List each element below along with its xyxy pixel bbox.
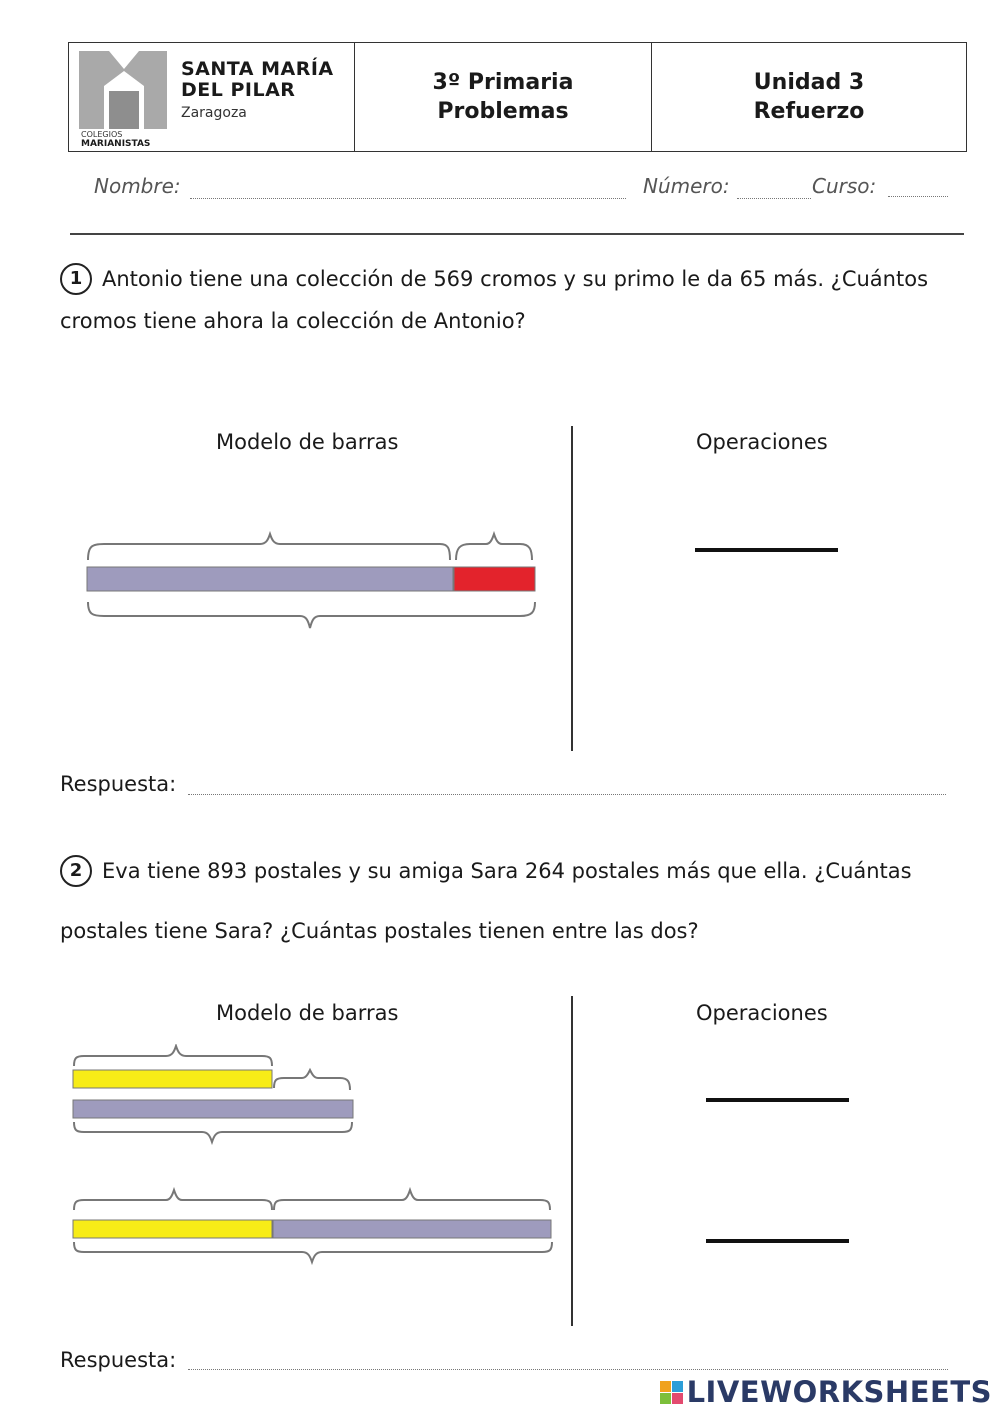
problem2-number-badge: 2 [60, 855, 92, 887]
problem1-top-brace-b [456, 534, 532, 560]
school-tag-line1: COLEGIOS [81, 130, 123, 139]
school-name: SANTA MARÍA DEL PILAR [181, 58, 334, 101]
problem2-text-line1: Eva tiene 893 postales y su amiga Sara 264 postales más que ella. ¿Cuántas [102, 859, 912, 883]
problem1-answer-label: Respuesta: [60, 772, 177, 796]
liveworksheets-logo-icon [660, 1381, 683, 1404]
problem2-comparison-bar-purple [73, 1100, 353, 1118]
problem2-text-line2: postales tiene Sara? ¿Cuántas postales tienen entre las dos? [60, 919, 699, 943]
school-tag-line2: MARIANISTAS [81, 139, 151, 149]
problem2-bar-model-total [66, 1186, 566, 1268]
problem2-bar-model-label: Modelo de barras [216, 1001, 399, 1025]
problem1-text: Antonio tiene una colección de 569 cromos y su primo le da 65 más. ¿Cuántos cromos tiene ahora la colección de Antonio? [60, 267, 929, 333]
problem1-bar-red [454, 567, 535, 591]
school-city: Zaragoza [181, 105, 247, 121]
name-input-line[interactable] [190, 198, 626, 199]
problem1-bottom-brace [88, 602, 535, 628]
problem2-comparison-top-brace [74, 1046, 272, 1066]
problem2-comparison-bar-yellow [73, 1070, 272, 1088]
problem2-answer-label: Respuesta: [60, 1348, 177, 1372]
problem2-total-bar-yellow [73, 1220, 272, 1238]
unit-cell [652, 43, 966, 151]
problem1-bar-model [80, 530, 550, 635]
school-logo-cell [69, 43, 355, 151]
problem1-statement [60, 258, 960, 342]
header-divider [70, 233, 964, 235]
problem1-answer-line[interactable] [188, 794, 946, 795]
problem2-comparison-bottom-brace [74, 1122, 352, 1142]
subject-text: Problemas [437, 99, 569, 124]
school-logo-icon [79, 51, 169, 131]
problem2-answer-line[interactable] [188, 1369, 948, 1370]
problem1-top-brace-a [88, 534, 450, 560]
number-input-line[interactable] [737, 198, 811, 199]
liveworksheets-watermark [660, 1375, 992, 1409]
problem1-column-divider [571, 426, 573, 751]
problem1-bar-purple [87, 567, 453, 591]
problem2-comparison-difference-brace [274, 1070, 350, 1090]
problem2-operations-label: Operaciones [696, 1001, 828, 1025]
problem2-operation-line-2[interactable] [706, 1239, 849, 1243]
grade-cell [355, 43, 652, 151]
problem2-total-bar-purple [273, 1220, 551, 1238]
problem2-total-top-brace-a [74, 1190, 272, 1210]
problem2-bar-model-comparison [66, 1044, 366, 1146]
grade-text: 3º Primaria [432, 70, 574, 95]
problem2-statement [60, 853, 960, 889]
problem1-operations-label: Operaciones [696, 430, 828, 454]
course-label: Curso: [812, 174, 877, 198]
problem2-total-bottom-brace [74, 1242, 552, 1262]
problem1-operation-line[interactable] [695, 548, 838, 552]
type-text: Refuerzo [753, 99, 865, 124]
name-label: Nombre: [94, 174, 181, 198]
problem2-column-divider [571, 996, 573, 1326]
header-table [68, 42, 967, 152]
number-label: Número: [643, 174, 730, 198]
problem2-operation-line-1[interactable] [706, 1098, 849, 1102]
unit-text: Unidad 3 [753, 70, 865, 95]
course-input-line[interactable] [888, 196, 948, 197]
problem1-number-badge: 1 [60, 263, 92, 295]
problem1-bar-model-label: Modelo de barras [216, 430, 399, 454]
problem2-total-top-brace-b [274, 1190, 550, 1210]
watermark-text: LIVEWORKSHEETS [686, 1375, 992, 1409]
